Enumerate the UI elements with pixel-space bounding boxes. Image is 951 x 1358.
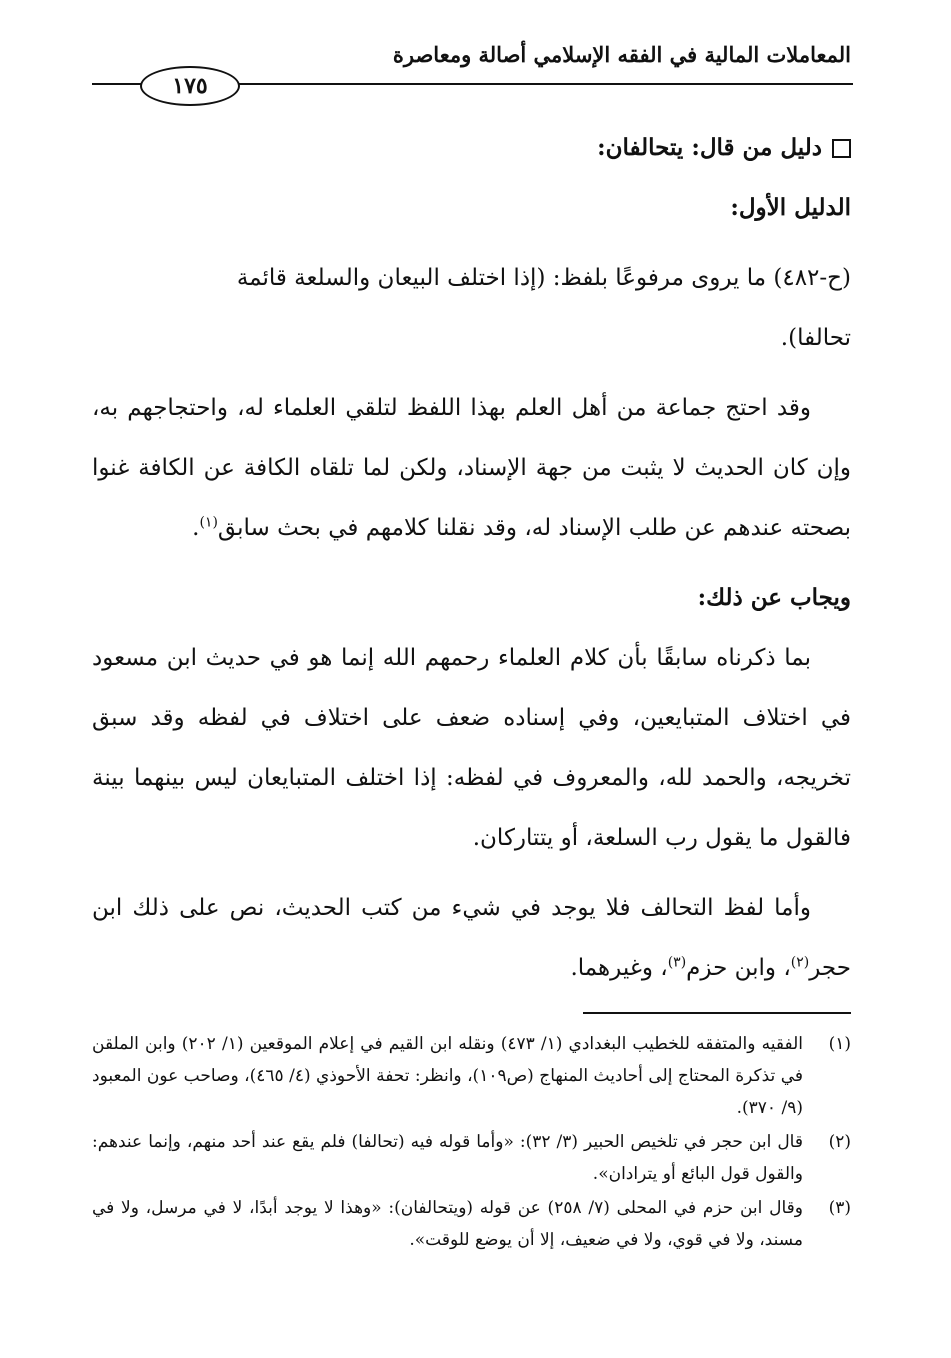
paragraph-line: بما ذكرناه سابقًا بأن كلام العلماء رحمهم الله إنما هو في حديث ابن مسعود <box>92 645 811 671</box>
footnote-number: (٣) <box>828 1198 851 1218</box>
footnote-line: الأحوذي (٤/ ٤٦٥)، وصاحب عون المعبود (٩/ ٣٧٠). <box>92 1066 803 1118</box>
paragraph-line: وأما لفظ التحالف فلا يوجد في شيء من كتب الحديث، نص على ذلك <box>132 895 811 921</box>
paragraph-line: تخريجه، والحمد لله، والمعروف في لفظه: إذا اختلف المتبايعان ليس بينهما <box>133 765 851 791</box>
footnote-text <box>92 1192 803 1256</box>
footnote-line: وقال ابن حزم في المحلى (٧/ ٢٥٨) عن قوله (ويتحالفان): «وهذا لا يوجد أبدًا، لا في <box>203 1198 803 1218</box>
hadith-paragraph <box>92 248 851 368</box>
hadith-line: تحالفا). <box>780 325 851 351</box>
footnote-ref-2: (٢) <box>790 954 810 971</box>
footnote-number: (٢) <box>828 1132 851 1152</box>
footnote-1 <box>92 1028 851 1124</box>
section-heading-text: دليل من قال: يتحالفان: <box>597 134 822 161</box>
footnote-text <box>92 1028 803 1124</box>
hadith-line: (ح-٤٨٢) ما يروى مرفوعًا بلفظ: (إذا اختلف البيعان والسلعة قائمة <box>236 265 851 291</box>
paragraph-line: سابق <box>217 515 270 541</box>
reply-heading: ويجاب عن ذلك: <box>697 584 851 611</box>
paragraph-3 <box>92 878 851 998</box>
footnote-line: الفقيه والمتفقه للخطيب البغدادي (١/ ٤٧٣) ونقله ابن القيم في إعلام الموقعين (١/ ٢٠٢) <box>181 1034 803 1054</box>
running-title: المعاملات المالية في الفقه الإسلامي أصالة ومعاصرة <box>392 42 851 67</box>
paragraph-part: ابن حجر <box>92 895 851 981</box>
footnote-number: (١) <box>828 1034 851 1054</box>
section-heading <box>92 118 851 178</box>
footnote-ref-1: (١) <box>199 514 218 531</box>
footnote-line: وابن الملقن في تذكرة المحتاج إلى أحاديث المنهاج (ص١٠٩)، وانظر: تحفة <box>92 1034 804 1086</box>
paragraph-2 <box>92 628 851 868</box>
main-text <box>92 118 851 998</box>
footnote-ref-3: (٣) <box>667 954 687 971</box>
paragraph-line: في اختلاف المتبايعين، وفي إسناده ضعف على اختلاف في لفظه وقد سبق <box>92 705 851 731</box>
footnote-line: مرسل، ولا في مسند، ولا في قوي، ولا في ضعيف، إلا أن يوضع للوقت». <box>92 1198 803 1250</box>
paragraph-end: . <box>192 515 200 541</box>
paragraph-line: بينة فالقول ما يقول رب السلعة، أو يتتاركان. <box>92 765 851 851</box>
paragraph-part: ، وابن حزم <box>686 955 791 981</box>
footnotes <box>92 1028 851 1258</box>
page-number: ١٧٥ <box>140 66 240 106</box>
paragraph-line: الكافة غنوا بصحته عندهم عن طلب الإسناد له، وقد نقلنا كلامهم في بحث <box>92 455 851 541</box>
footnote-text <box>92 1126 803 1190</box>
paragraph-part: ، وغيرهما. <box>570 955 668 981</box>
first-evidence-heading: الدليل الأول: <box>730 194 851 221</box>
footnote-line: قال ابن حجر في تلخيص الحبير (٣/ ٣٢): «وأما قوله فيه (تحالفا) فلم يقع عند أحد <box>231 1132 803 1152</box>
footnote-rule <box>583 1012 851 1014</box>
checkbox-square-icon <box>832 139 851 158</box>
footnote-line: منهم، وإنما عندهم: والقول قول البائع أو يترادان». <box>92 1132 803 1184</box>
paragraph-line: به، وإن كان الحديث لا يثبت من جهة الإسناد، ولكن لما تلقاه الكافة عن <box>92 395 852 481</box>
footnote-2 <box>92 1126 851 1190</box>
footnote-3 <box>92 1192 851 1256</box>
paragraph-line: وقد احتج جماعة من أهل العلم بهذا اللفظ لتلقي العلماء له، واحتجاجهم <box>127 395 812 421</box>
paragraph-1 <box>92 378 851 558</box>
